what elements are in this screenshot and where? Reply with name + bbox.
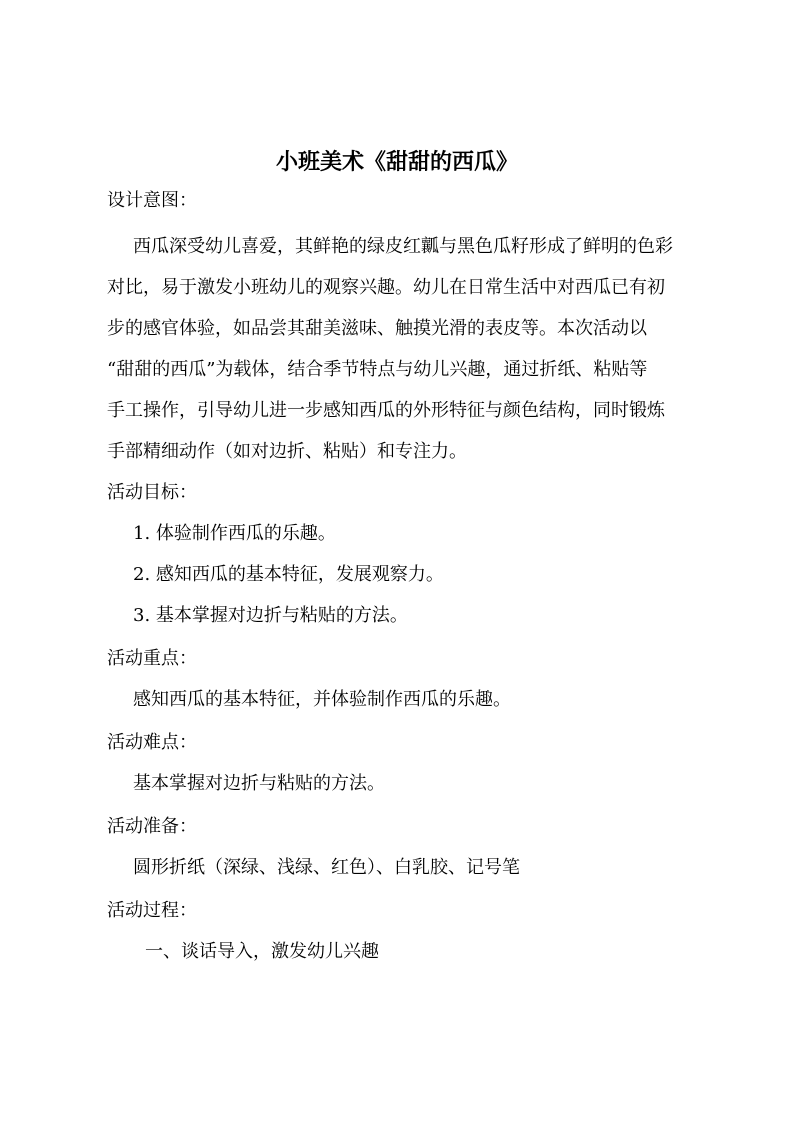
goal-item: 1. 体验制作西瓜的乐趣。: [133, 523, 336, 544]
paragraph-line: 西瓜深受幼儿喜爱，其鲜艳的绿皮红瓤与黑色瓜籽形成了鲜明的色彩: [133, 236, 673, 257]
goal-item: 3. 基本掌握对边折与粘贴的方法。: [133, 605, 408, 626]
section-heading-design-intent: 设计意图：: [107, 190, 197, 211]
section-heading-preparation: 活动准备：: [107, 816, 197, 837]
paragraph-line: 步的感官体验，如品尝其甜美滋味、触摸光滑的表皮等。本次活动以: [107, 318, 647, 339]
section-heading-key-points: 活动重点：: [107, 648, 197, 669]
key-points-text: 感知西瓜的基本特征，并体验制作西瓜的乐趣。: [133, 689, 511, 710]
paragraph-line: 手工操作，引导幼儿进一步感知西瓜的外形特征与颜色结构，同时锻炼: [107, 400, 665, 421]
paragraph-line: 手部精细动作（如对边折、粘贴）和专注力。: [107, 441, 467, 462]
document-title: 小班美术《甜甜的西瓜》: [275, 149, 518, 175]
section-heading-process: 活动过程：: [107, 900, 197, 921]
process-step: 一、谈话导入，激发幼儿兴趣: [145, 941, 379, 962]
preparation-text: 圆形折纸（深绿、浅绿、红色）、白乳胶、记号笔: [133, 857, 520, 878]
difficulties-text: 基本掌握对边折与粘贴的方法。: [133, 773, 385, 794]
paragraph-line: 对比，易于激发小班幼儿的观察兴趣。幼儿在日常生活中对西瓜已有初: [107, 277, 665, 298]
paragraph-line: “甜甜的西瓜”为载体，结合季节特点与幼儿兴趣，通过折纸、粘贴等: [107, 359, 648, 380]
section-heading-goals: 活动目标：: [107, 482, 197, 503]
goal-item: 2. 感知西瓜的基本特征，发展观察力。: [133, 564, 444, 585]
section-heading-difficulties: 活动难点：: [107, 732, 197, 753]
